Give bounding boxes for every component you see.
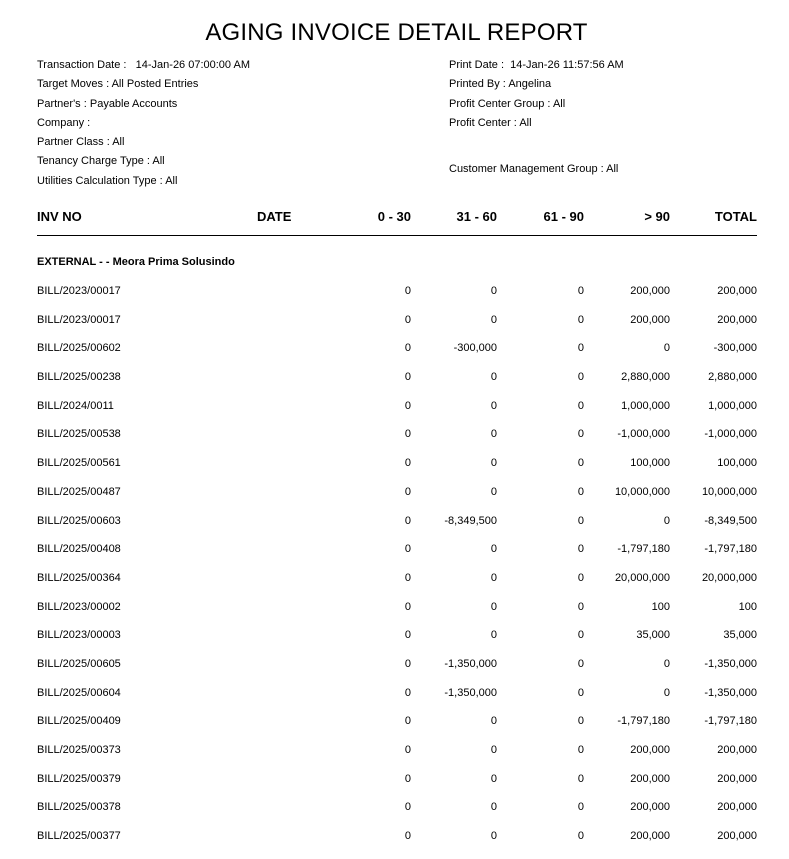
meta-company	[37, 114, 417, 133]
invoice-number: BILL/2025/00378	[37, 801, 121, 814]
amount-61-90: 0	[577, 600, 584, 613]
meta-partner-class	[37, 133, 417, 152]
amount-over-90: 100,000	[630, 457, 670, 470]
table-row	[0, 601, 789, 630]
report-title: AGING INVOICE DETAIL REPORT	[205, 19, 588, 46]
invoice-number: BILL/2025/00602	[37, 342, 121, 355]
partner-group-title: EXTERNAL - - Meora Prima Solusindo	[37, 256, 235, 268]
amount-31-60: 0	[490, 715, 497, 728]
amount-61-90: 0	[577, 371, 584, 384]
meta-profit-center	[449, 114, 769, 133]
amount-0-30: 0	[404, 342, 411, 355]
meta-label: Profit Center :	[449, 116, 517, 129]
column-header-date: DATE	[257, 209, 292, 224]
invoice-number: BILL/2023/00017	[37, 313, 121, 326]
invoice-number: BILL/2025/00409	[37, 715, 121, 728]
invoice-number: BILL/2025/00377	[37, 830, 121, 843]
amount-total: 200,000	[717, 772, 757, 785]
meta-utilities-calculation-type	[37, 172, 417, 191]
amount-31-60: 0	[490, 629, 497, 642]
table-row	[0, 515, 789, 544]
amount-total: 200,000	[717, 744, 757, 756]
meta-spacer	[449, 133, 769, 160]
column-header-over-90: > 90	[644, 209, 670, 224]
amount-0-30: 0	[404, 313, 411, 326]
column-header-61-90: 61 - 90	[543, 209, 584, 224]
meta-value: Angelina	[508, 78, 552, 91]
amount-31-60: 0	[490, 399, 497, 412]
amount-61-90: 0	[577, 744, 584, 756]
amount-0-30: 0	[404, 371, 411, 384]
amount-over-90: 20,000,000	[614, 571, 670, 584]
amount-total: -1,797,180	[704, 715, 757, 728]
amount-0-30: 0	[404, 715, 411, 728]
meta-tenancy-charge-type	[37, 152, 417, 171]
meta-transaction-date	[37, 56, 417, 75]
amount-61-90: 0	[577, 629, 584, 642]
amount-0-30: 0	[404, 285, 411, 297]
invoice-number: BILL/2023/00002	[37, 600, 121, 613]
amount-over-90: -1,797,180	[617, 543, 670, 556]
invoice-rows	[0, 285, 789, 859]
amount-61-90: 0	[577, 772, 584, 785]
amount-total: 100	[738, 600, 757, 613]
amount-61-90: 0	[577, 657, 584, 670]
invoice-number: BILL/2025/00605	[37, 657, 121, 670]
table-row	[0, 629, 789, 658]
amount-31-60: -1,350,000	[444, 686, 497, 699]
amount-total: -1,000,000	[704, 428, 757, 441]
table-row	[0, 773, 789, 802]
meta-label: Customer Management Group :	[449, 163, 604, 176]
amount-total: -1,350,000	[704, 657, 757, 670]
column-header-total: TOTAL	[714, 209, 757, 224]
invoice-number: BILL/2023/00017	[37, 285, 121, 297]
amount-total: 200,000	[717, 285, 757, 297]
invoice-number: BILL/2025/00379	[37, 772, 121, 785]
meta-label: Tenancy Charge Type :	[37, 155, 150, 168]
meta-print-date	[449, 56, 769, 75]
invoice-number: BILL/2023/00003	[37, 629, 121, 642]
table-row	[0, 371, 789, 400]
meta-label: Company :	[37, 116, 91, 129]
meta-label: Target Moves :	[37, 78, 110, 91]
table-row	[0, 801, 789, 830]
amount-31-60: -300,000	[453, 342, 497, 355]
amount-61-90: 0	[577, 457, 584, 470]
amount-61-90: 0	[577, 285, 584, 297]
amount-0-30: 0	[404, 686, 411, 699]
invoice-number: BILL/2025/00487	[37, 485, 121, 498]
amount-0-30: 0	[404, 457, 411, 470]
table-row	[0, 715, 789, 744]
meta-partners	[37, 95, 417, 114]
amount-0-30: 0	[404, 428, 411, 441]
meta-customer-management-group	[449, 160, 769, 179]
amount-total: -1,797,180	[704, 543, 757, 556]
meta-label: Profit Center Group :	[449, 97, 551, 110]
amount-61-90: 0	[577, 801, 584, 814]
amount-61-90: 0	[577, 571, 584, 584]
table-row	[0, 342, 789, 371]
amount-61-90: 0	[577, 830, 584, 843]
amount-over-90: 100	[651, 600, 670, 613]
amount-31-60: 0	[490, 571, 497, 584]
amount-over-90: 200,000	[630, 801, 670, 814]
amount-61-90: 0	[577, 428, 584, 441]
column-header-inv-no: INV NO	[37, 209, 82, 224]
amount-0-30: 0	[404, 399, 411, 412]
amount-total: 200,000	[717, 313, 757, 326]
table-row	[0, 457, 789, 486]
table-row	[0, 285, 789, 314]
amount-total: 100,000	[717, 457, 757, 470]
meta-value: All	[112, 136, 125, 149]
table-row	[0, 400, 789, 429]
table-row	[0, 486, 789, 515]
amount-0-30: 0	[404, 744, 411, 756]
meta-label: Partner Class :	[37, 136, 110, 149]
meta-printed-by	[449, 75, 769, 94]
amount-over-90: 200,000	[630, 744, 670, 756]
amount-31-60: 0	[490, 313, 497, 326]
header-divider	[37, 235, 757, 236]
amount-31-60: 0	[490, 801, 497, 814]
amount-over-90: 0	[663, 686, 670, 699]
amount-over-90: 1,000,000	[621, 399, 670, 412]
table-row	[0, 744, 789, 773]
amount-61-90: 0	[577, 686, 584, 699]
amount-over-90: -1,000,000	[617, 428, 670, 441]
amount-0-30: 0	[404, 801, 411, 814]
meta-label: Transaction Date :	[37, 59, 127, 71]
amount-total: 2,880,000	[708, 371, 757, 384]
amount-31-60: 0	[490, 600, 497, 613]
meta-target-moves	[37, 75, 417, 94]
amount-over-90: 200,000	[630, 285, 670, 297]
amount-31-60: 0	[490, 830, 497, 843]
amount-31-60: 0	[490, 543, 497, 556]
amount-61-90: 0	[577, 399, 584, 412]
meta-value: All	[152, 155, 165, 168]
meta-label: Partner's :	[37, 97, 87, 110]
column-header-0-30: 0 - 30	[377, 209, 411, 224]
invoice-number: BILL/2025/00238	[37, 371, 121, 384]
amount-0-30: 0	[404, 514, 411, 527]
amount-total: 20,000,000	[701, 571, 757, 584]
meta-label: Utilities Calculation Type :	[37, 174, 163, 187]
table-row	[0, 830, 789, 859]
amount-31-60: 0	[490, 428, 497, 441]
table-row	[0, 658, 789, 687]
amount-over-90: 0	[663, 514, 670, 527]
meta-label: Print Date :	[449, 59, 505, 71]
amount-over-90: 200,000	[630, 313, 670, 326]
meta-value: All	[606, 163, 619, 176]
amount-total: -300,000	[713, 342, 757, 355]
amount-61-90: 0	[577, 313, 584, 326]
amount-0-30: 0	[404, 600, 411, 613]
amount-0-30: 0	[404, 657, 411, 670]
amount-total: 200,000	[717, 830, 757, 843]
amount-0-30: 0	[404, 571, 411, 584]
amount-61-90: 0	[577, 543, 584, 556]
amount-0-30: 0	[404, 485, 411, 498]
invoice-number: BILL/2025/00604	[37, 686, 121, 699]
amount-31-60: 0	[490, 457, 497, 470]
invoice-number: BILL/2025/00538	[37, 428, 121, 441]
amount-0-30: 0	[404, 543, 411, 556]
amount-61-90: 0	[577, 342, 584, 355]
amount-31-60: 0	[490, 285, 497, 297]
amount-31-60: -1,350,000	[444, 657, 497, 670]
table-row	[0, 572, 789, 601]
table-header	[37, 209, 757, 229]
amount-total: 1,000,000	[708, 399, 757, 412]
amount-31-60: -8,349,500	[444, 514, 497, 527]
amount-31-60: 0	[490, 744, 497, 756]
invoice-number: BILL/2025/00364	[37, 571, 121, 584]
meta-value: 14-Jan-26 11:57:56 AM	[510, 59, 624, 71]
invoice-number: BILL/2025/00603	[37, 514, 121, 527]
invoice-number: BILL/2025/00561	[37, 457, 121, 470]
amount-over-90: 0	[663, 657, 670, 670]
amount-61-90: 0	[577, 514, 584, 527]
invoice-number: BILL/2025/00408	[37, 543, 121, 556]
meta-value: Payable Accounts	[89, 97, 178, 110]
amount-over-90: 200,000	[630, 772, 670, 785]
amount-over-90: 200,000	[630, 830, 670, 843]
meta-value: All	[552, 97, 566, 110]
amount-over-90: -1,797,180	[617, 715, 670, 728]
invoice-number: BILL/2025/00373	[37, 744, 121, 756]
amount-total: 35,000	[723, 629, 757, 642]
column-header-31-60: 31 - 60	[456, 209, 497, 224]
invoice-number: BILL/2024/0011	[37, 399, 114, 412]
amount-total: 10,000,000	[701, 485, 757, 498]
report-parameters-right	[449, 56, 769, 179]
table-row	[0, 314, 789, 343]
amount-0-30: 0	[404, 830, 411, 843]
table-row	[0, 687, 789, 716]
amount-over-90: 35,000	[636, 629, 670, 642]
amount-61-90: 0	[577, 715, 584, 728]
amount-total: -8,349,500	[704, 514, 757, 527]
amount-61-90: 0	[577, 485, 584, 498]
amount-31-60: 0	[490, 772, 497, 785]
amount-over-90: 0	[663, 342, 670, 355]
amount-over-90: 2,880,000	[621, 371, 670, 384]
amount-total: 200,000	[717, 801, 757, 814]
amount-0-30: 0	[404, 772, 411, 785]
amount-total: -1,350,000	[704, 686, 757, 699]
meta-value: 14-Jan-26 07:00:00 AM	[135, 59, 250, 71]
amount-over-90: 10,000,000	[614, 485, 670, 498]
amount-0-30: 0	[404, 629, 411, 642]
meta-value: All	[165, 174, 178, 187]
meta-value: All	[519, 116, 532, 129]
table-row	[0, 428, 789, 457]
amount-31-60: 0	[490, 485, 497, 498]
report-parameters-left	[37, 56, 417, 191]
meta-value: All Posted Entries	[111, 78, 199, 91]
meta-label: Printed By :	[449, 78, 506, 91]
meta-profit-center-group	[449, 95, 769, 114]
amount-31-60: 0	[490, 371, 497, 384]
table-row	[0, 543, 789, 572]
